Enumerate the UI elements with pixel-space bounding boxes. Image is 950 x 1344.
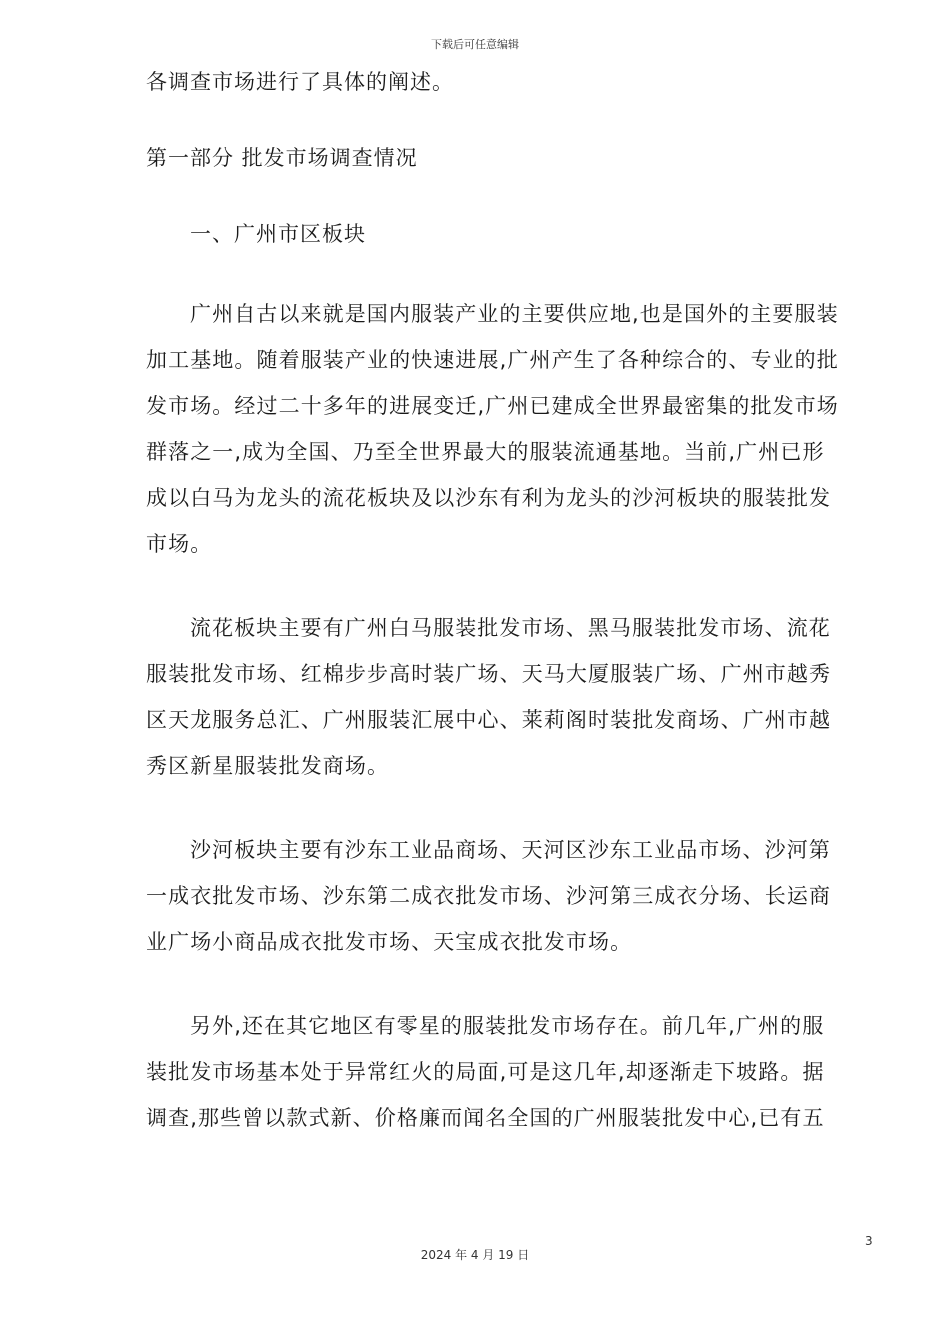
paragraph-line: 市场。 (146, 532, 213, 556)
paragraph-line: 服装批发市场、红棉步步高时装广场、天马大厦服装广场、广州市越秀 (146, 662, 832, 686)
paragraph-line: 成以白马为龙头的流花板块及以沙东有利为龙头的沙河板块的服装批发 (146, 486, 832, 510)
paragraph-line: 发市场。经过二十多年的进展变迁,广州已建成全世界最密集的批发市场 (146, 394, 839, 418)
paragraph-line: 广州自古以来就是国内服装产业的主要供应地,也是国外的主要服装 (190, 302, 839, 326)
paragraph-line: 群落之一,成为全国、乃至全世界最大的服装流通基地。当前,广州已形 (146, 440, 825, 464)
paragraph-line: 一成衣批发市场、沙东第二成衣批发市场、沙河第三成衣分场、长运商 (146, 884, 832, 908)
page-footer-date: 2024 年 4 月 19 日 (420, 1248, 530, 1262)
part-heading: 第一部分 批发市场调查情况 (146, 146, 418, 170)
intro-line: 各调查市场进行了具体的阐述。 (146, 70, 454, 94)
header-text: 下载后可任意编辑 (431, 38, 519, 51)
section-heading: 一、广州市区板块 (190, 222, 366, 246)
paragraph-line: 流花板块主要有广州白马服装批发市场、黑马服装批发市场、流花 (190, 616, 831, 640)
page-number: 3 (865, 1234, 873, 1248)
paragraph-line: 秀区新星服装批发商场。 (146, 754, 390, 778)
paragraph-line: 沙河板块主要有沙东工业品商场、天河区沙东工业品市场、沙河第 (190, 838, 831, 862)
document-body (146, 63, 876, 1179)
paragraph-line: 装批发市场基本处于异常红火的局面,可是这几年,却逐渐走下坡路。据 (146, 1060, 825, 1084)
paragraph-2 (146, 605, 876, 789)
paragraph-3 (146, 827, 876, 965)
paragraph-line: 调查,那些曾以款式新、价格廉而闻名全国的广州服装批发中心,已有五 (146, 1106, 825, 1130)
paragraph-1 (146, 291, 876, 567)
paragraph-line: 加工基地。随着服装产业的快速进展,广州产生了各种综合的、专业的批 (146, 348, 839, 372)
paragraph-line: 业广场小商品成衣批发市场、天宝成衣批发市场。 (146, 930, 633, 954)
page-header (0, 37, 950, 53)
paragraph-line: 区天龙服务总汇、广州服装汇展中心、莱莉阁时装批发商场、广州市越 (146, 708, 832, 732)
paragraph-line: 另外,还在其它地区有零星的服装批发市场存在。前几年,广州的服 (190, 1014, 825, 1038)
paragraph-4 (146, 1003, 876, 1141)
